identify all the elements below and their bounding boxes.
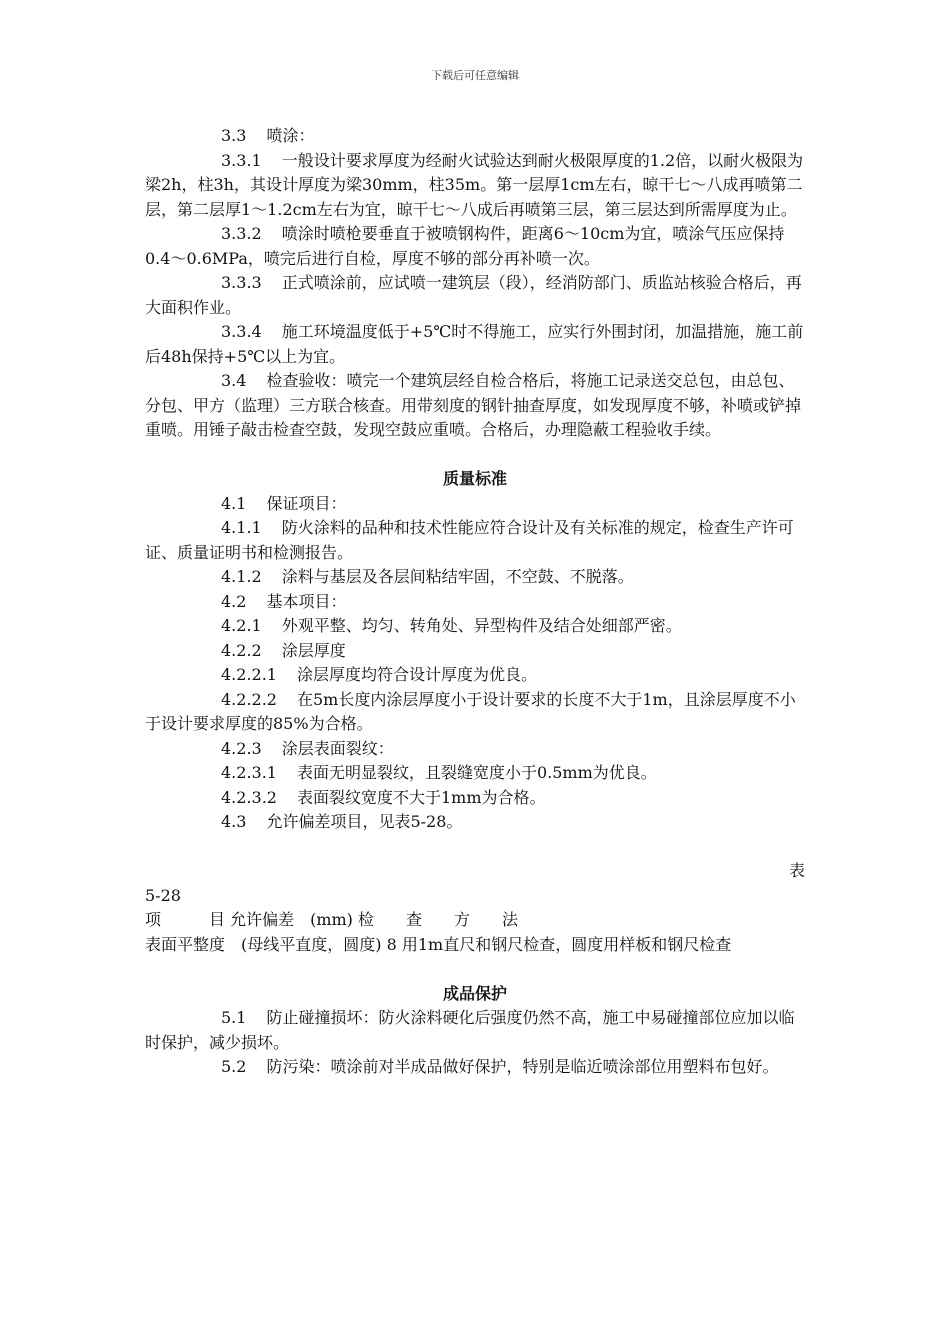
clause-number: 4.2.1 [221,616,262,635]
paragraph-3-3-1 [145,149,805,223]
clause-text: 基本项目： [266,591,347,611]
clause-number: 4.1.2 [221,567,262,586]
clause-text: 施工环境温度低于+5℃时不得施工，应实行外围封闭，加温措施，施工前后48h保持+5℃以上为宜。 [145,322,804,366]
table-label-number: 5-28 [145,885,181,905]
clause-text: 防污染：喷涂前对半成品做好保护，特别是临近喷涂部位用塑料布包好。 [266,1057,779,1076]
clause-text: 涂层厚度均符合设计厚度为优良。 [296,665,537,684]
clause-text: 允许偏差项目，见表5-28。 [266,812,463,831]
paragraph-4-2-3 [145,737,805,762]
paragraph-4-2-1 [145,614,805,639]
clause-number: 4.2.3 [221,738,262,758]
clause-number: 4.2.3.1 [221,763,277,782]
clause-text: 检查验收：喷完一个建筑层经自检合格后，将施工记录送交总包，由总包、分包、甲方（监理）三方联合核查。用带刻度的钢针抽查厚度，如发现厚度不够，补喷或铲掉重喷。用锤子敲击检查空鼓，发现空鼓应重喷。合格后，办理隐蔽工程验收手续。 [145,371,802,439]
clause-text: 喷涂时喷枪要垂直于被喷钢构件，距离6～10cm为宜，喷涂气压应保持0.4～0.6MPa，喷完后进行自检，厚度不够的部分再补喷一次。 [145,224,785,268]
clause-text: 涂料与基层及各层间粘结牢固，不空鼓、不脱落。 [281,567,634,586]
clause-number: 4.3 [221,812,247,831]
paragraph-3-3-2 [145,222,805,271]
paragraph-4-2-2 [145,639,805,664]
paragraph-4-2-3-2 [145,786,805,811]
clause-number: 4.2.2.2 [221,689,277,709]
clause-number: 3.3.1 [221,150,262,170]
paragraph-3-3-3 [145,271,805,320]
paragraph-3-4 [145,369,805,443]
clause-number: 3.3 [221,126,247,145]
clause-number: 4.1.1 [221,518,262,537]
clause-text: 一般设计要求厚度为经耐火试验达到耐火极限厚度的1.2倍，以耐火极限为梁2h，柱3h，其设计厚度为梁30mm，柱35m。第一层厚1cm左右，晾干七～八成再喷第二层，第二层厚1～1.2cm左右为宜，晾干七～八成后再喷第三层，第三层达到所需厚度为止。 [145,150,804,219]
clause-text: 正式喷涂前，应试喷一建筑层（段），经消防部门、质监站核验合格后，再大面积作业。 [145,273,802,317]
table-data-row: 表面平整度 (母线平直度，圆度) 8 用1m直尺和钢尺检查，圆度用样板和钢尺检查 [145,934,732,954]
clause-text: 表面裂纹宽度不大于1mm为合格。 [296,787,546,807]
clause-text: 外观平整、均匀、转角处、异型构件及结合处细部严密。 [281,616,682,635]
paragraph-4-2-2-1 [145,663,805,688]
clause-number: 3.3.3 [221,273,262,292]
clause-number: 5.2 [221,1057,247,1076]
paragraph-4-1-1 [145,516,805,565]
paragraph-4-1-2 [145,565,805,590]
clause-number: 4.2 [221,591,247,611]
clause-text: 涂层厚度 [281,640,346,660]
clause-text: 防止碰撞损坏：防火涂料硬化后强度仍然不高，施工中易碰撞部位应加以临时保护，减少损坏。 [145,1008,795,1052]
table-header-row: 项 目 允许偏差 (mm) 检 查 方 法 [145,910,519,929]
paragraph-4-3 [145,810,805,835]
clause-number: 4.2.2.1 [221,665,277,684]
section-title-quality-standard: 质量标准 [442,469,507,488]
clause-text: 防火涂料的品种和技术性能应符合设计及有关标准的规定，检查生产许可证、质量证明书和检测报告。 [145,518,794,562]
clause-number: 4.2.2 [221,640,262,660]
clause-number: 4.1 [221,493,247,513]
document-body [145,124,805,1080]
clause-number: 5.1 [221,1008,247,1027]
paragraph-5-2 [145,1055,805,1080]
table-label-prefix: 表 [788,861,805,880]
clause-number: 3.4 [221,371,247,390]
paragraph-5-1 [145,1006,805,1055]
clause-number: 4.2.3.2 [221,787,277,807]
paragraph-3-3 [145,124,805,149]
clause-text: 在5m长度内涂层厚度小于设计要求的长度不大于1m，且涂层厚度不小于设计要求厚度的85%为合格。 [145,689,796,733]
clause-number: 3.3.4 [221,322,262,341]
page-header-note: 下载后可任意编辑 [431,69,519,82]
section-title-product-protection: 成品保护 [442,983,507,1003]
clause-number: 3.3.2 [221,224,262,243]
paragraph-4-2 [145,590,805,615]
clause-text: 保证项目： [266,493,347,513]
clause-text: 涂层表面裂纹： [281,738,394,758]
paragraph-4-1 [145,492,805,517]
paragraph-3-3-4 [145,320,805,369]
clause-text: 表面无明显裂纹，且裂缝宽度小于0.5mm为优良。 [296,763,657,782]
clause-text: 喷涂： [266,126,315,145]
paragraph-4-2-2-2 [145,688,805,737]
paragraph-4-2-3-1 [145,761,805,786]
